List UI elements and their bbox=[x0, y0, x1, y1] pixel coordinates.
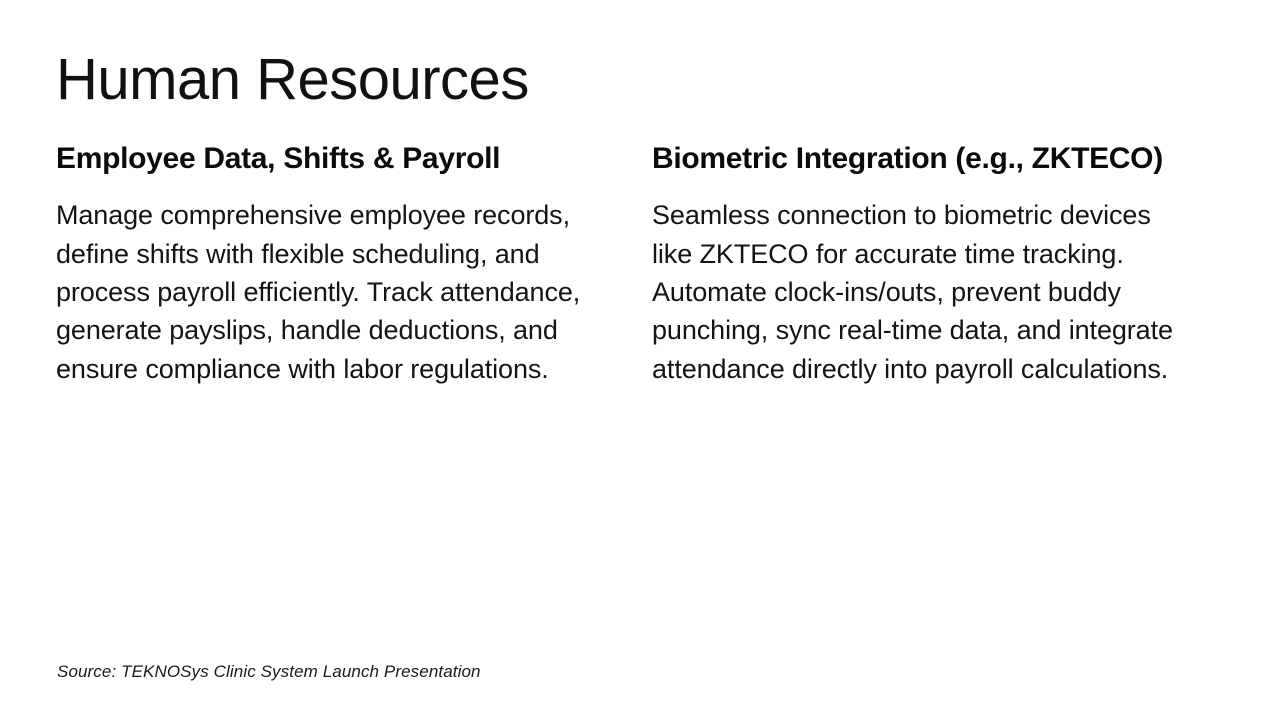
column-heading: Employee Data, Shifts & Payroll bbox=[56, 141, 501, 175]
column-body: Seamless connection to biometric devices like ZKTECO for accurate time tracking. Automate clock-ins/outs, prevent buddy punching, sync real-time data, and integrate attendance directly into payroll calculations. bbox=[652, 200, 1173, 384]
column-body: Manage comprehensive employee records, define shifts with flexible scheduling, and process payroll efficiently. Track attendance, generate payslips, handle deductions, and ensure compliance with labor regulations. bbox=[56, 200, 581, 384]
source-note: Source: TEKNOSys Clinic System Launch Presentation bbox=[57, 662, 481, 681]
column-employee-data bbox=[56, 140, 586, 388]
column-biometric-integration bbox=[652, 140, 1182, 388]
content-columns bbox=[56, 140, 1224, 388]
column-heading: Biometric Integration (e.g., ZKTECO) bbox=[652, 141, 1163, 175]
page-title: Human Resources bbox=[56, 47, 529, 112]
